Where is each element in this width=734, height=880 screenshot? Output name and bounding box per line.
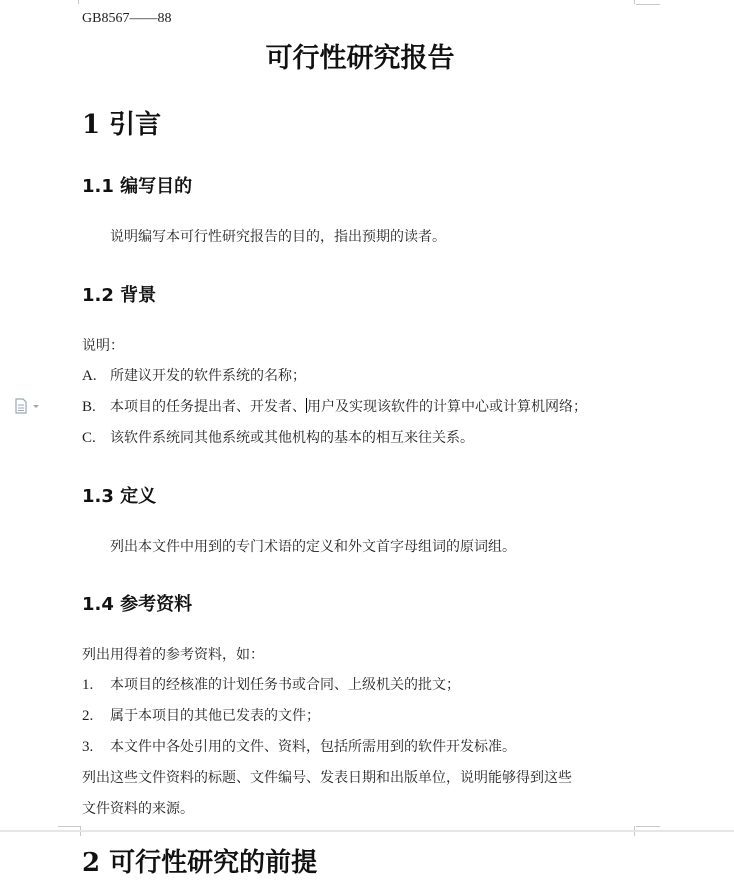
paragraph-1-4-tail-line-1: 列出这些文件资料的标题、文件编号、发表日期和出版单位，说明能够得到这些	[82, 770, 572, 786]
list-item-text-after-cursor: 用户及实现该软件的计算中心或计算机网络；	[307, 399, 587, 415]
list-marker: C.	[82, 430, 96, 446]
crop-mark-top-left	[78, 0, 79, 4]
paragraph-1-1: 说明编写本可行性研究报告的目的，指出预期的读者。	[110, 229, 446, 245]
list-marker: B.	[82, 399, 96, 415]
list-marker: 2.	[82, 708, 94, 724]
paragraph-1-4-lead: 列出用得着的参考资料，如：	[82, 647, 264, 663]
list-marker: 3.	[82, 739, 94, 755]
page-break	[0, 830, 734, 832]
heading-1-2: 1.2 背景	[82, 285, 157, 306]
list-item	[82, 428, 474, 448]
paragraph-1-2-lead: 说明：	[82, 338, 124, 354]
document-title: 可行性研究报告	[265, 43, 455, 74]
list-item-text: 本项目的经核准的计划任务书或合同、上级机关的批文；	[110, 677, 460, 693]
dropdown-arrow-icon	[33, 405, 39, 408]
crop-mark-top-right-horizontal	[636, 4, 660, 5]
list-item-text-before-cursor: 本项目的任务提出者、开发者、	[110, 399, 306, 415]
list-item	[82, 366, 306, 386]
list-item	[82, 706, 320, 726]
list-item-text: 属于本项目的其他已发表的文件；	[110, 708, 320, 724]
heading-1-1: 1.1 编写目的	[82, 176, 193, 197]
heading-1-3: 1.3 定义	[82, 486, 157, 507]
list-item	[82, 737, 516, 757]
paragraph-1-4-tail-line-2: 文件资料的来源。	[82, 801, 194, 817]
document-icon[interactable]	[14, 398, 44, 414]
crop-mark-bottom-left-horizontal	[58, 826, 80, 827]
list-marker: 1.	[82, 677, 94, 693]
heading-section-1: 1 引言	[82, 110, 162, 140]
list-marker: A.	[82, 368, 97, 384]
crop-mark-bottom-right-horizontal	[636, 826, 660, 827]
paragraph-1-3: 列出本文件中用到的专门术语的定义和外文首字母组词的原词组。	[110, 539, 516, 555]
heading-section-2: 2 可行性研究的前提	[82, 848, 318, 878]
heading-1-4: 1.4 参考资料	[82, 594, 193, 615]
list-item-text: 该软件系统同其他系统或其他机构的基本的相互来往关系。	[110, 430, 474, 446]
crop-mark-top-right-vertical	[634, 0, 635, 4]
list-item	[82, 675, 460, 695]
standard-code: GB8567——88	[82, 11, 172, 26]
list-item-text: 本文件中各处引用的文件、资料，包括所需用到的软件开发标准。	[110, 739, 516, 755]
list-item	[82, 397, 587, 417]
list-item-text: 所建议开发的软件系统的名称；	[110, 368, 306, 384]
